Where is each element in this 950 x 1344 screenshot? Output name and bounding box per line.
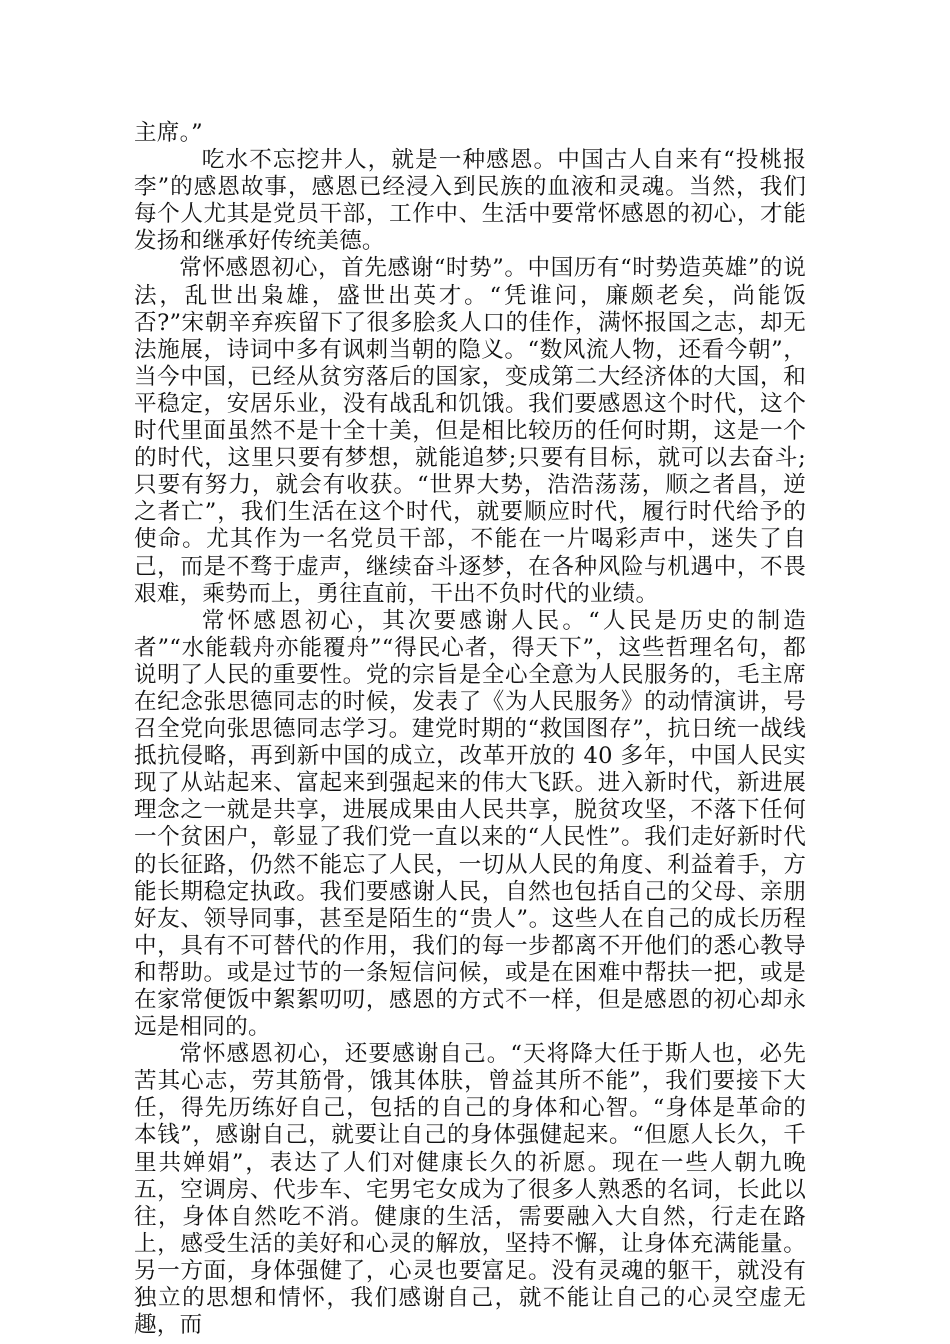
document-body <box>134 120 806 1339</box>
paragraph-thank-people: 常怀感恩初心，其次要感谢人民。“人民是历史的制造者”“水能载舟亦能覆舟”“得民心者，得天下”，这些哲理名句，都说明了人民的重要性。党的宗旨是全心全意为人民服务的，毛主席在纪念张思德同志的时候，发表了《为人民服务》的动情演讲，号召全党向张思德同志学习。建党时期的“救国图存”，抗日统一战线抵抗侵略，再到新中国的成立，改革开放的 40 多年，中国人民实现了从站起来、富起来到强起来的伟大飞跃。进入新时代，新进展理念之一就是共享，进展成果由人民共享，脱贫攻坚，不落下任何一个贫困户，彰显了我们党一直以来的“人民性”。我们走好新时代的长征路，仍然不能忘了人民，一切从人民的角度、利益着手，方能长期稳定执政。我们要感谢人民，自然也包括自己的父母、亲朋好友、领导同事，甚至是陌生的“贵人”。这些人在自己的成长历程中，具有不可替代的作用，我们的每一步都离不开他们的悉心教导和帮助。或是过节的一条短信问候，或是在困难中帮扶一把，或是在家常便饭中絮絮叨叨，感恩的方式不一样，但是感恩的初心却永远是相同的。 <box>134 607 806 1041</box>
paragraph-continuation: 主席。” <box>134 120 203 146</box>
paragraph-thank-times: 常怀感恩初心，首先感谢“时势”。中国历有“时势造英雄”的说法，乱世出枭雄，盛世出英才。“凭谁问，廉颇老矣，尚能饭否?”宋朝辛弃疾留下了很多脍炙人口的佳作，满怀报国之志，却无法施展，诗词中多有讽刺当朝的隐义。“数风流人物，还看今朝”，当今中国，已经从贫穷落后的国家，变成第二大经济体的大国，和平稳定，安居乐业，没有战乱和饥饿。我们要感恩这个时代，这个时代里面虽然不是十全十美，但是相比较历的任何时期，这是一个的时代，这里只要有梦想，就能追梦;只要有目标，就可以去奋斗;只要有努力，就会有收获。“世界大势，浩浩荡荡，顺之者昌，逆之者亡”，我们生活在这个时代，就要顺应时代，履行时代给予的使命。尤其作为一名党员干部，不能在一片喝彩声中，迷失了自己，而是不骛于虚声，继续奋斗逐梦，在各种风险与机遇中，不畏艰难，乘势而上，勇往直前，干出不负时代的业绩。 <box>134 255 806 607</box>
paragraph-thank-self: 常怀感恩初心，还要感谢自己。“天将降大任于斯人也，必先苦其心志，劳其筋骨，饿其体肤，曾益其所不能”，我们要接下大任，得先历练好自己，包括的自己的身体和心智。“身体是革命的本钱”，感谢自己，就要让自己的身体强健起来。“但愿人长久，千里共婵娟”，表达了人们对健康长久的祈愿。现在一些人朝九晚五，空调房、代步车、宅男宅女成为了很多人熟悉的名词，长此以往，身体自然吃不消。健康的生活，需要融入大自然，行走在路上，感受生活的美好和心灵的解放，坚持不懈，让身体充满能量。另一方面，身体强健了，心灵也要富足。没有灵魂的躯干，就没有独立的思想和情怀，我们感谢自己，就不能让自己的心灵空虚无趣，而 <box>134 1041 806 1339</box>
paragraph-intro: 吃水不忘挖井人，就是一种感恩。中国古人自来有“投桃报李”的感恩故事，感恩已经浸入到民族的血液和灵魂。当然，我们每个人尤其是党员干部，工作中、生活中要常怀感恩的初心，才能发扬和继承好传统美德。 <box>134 147 806 255</box>
